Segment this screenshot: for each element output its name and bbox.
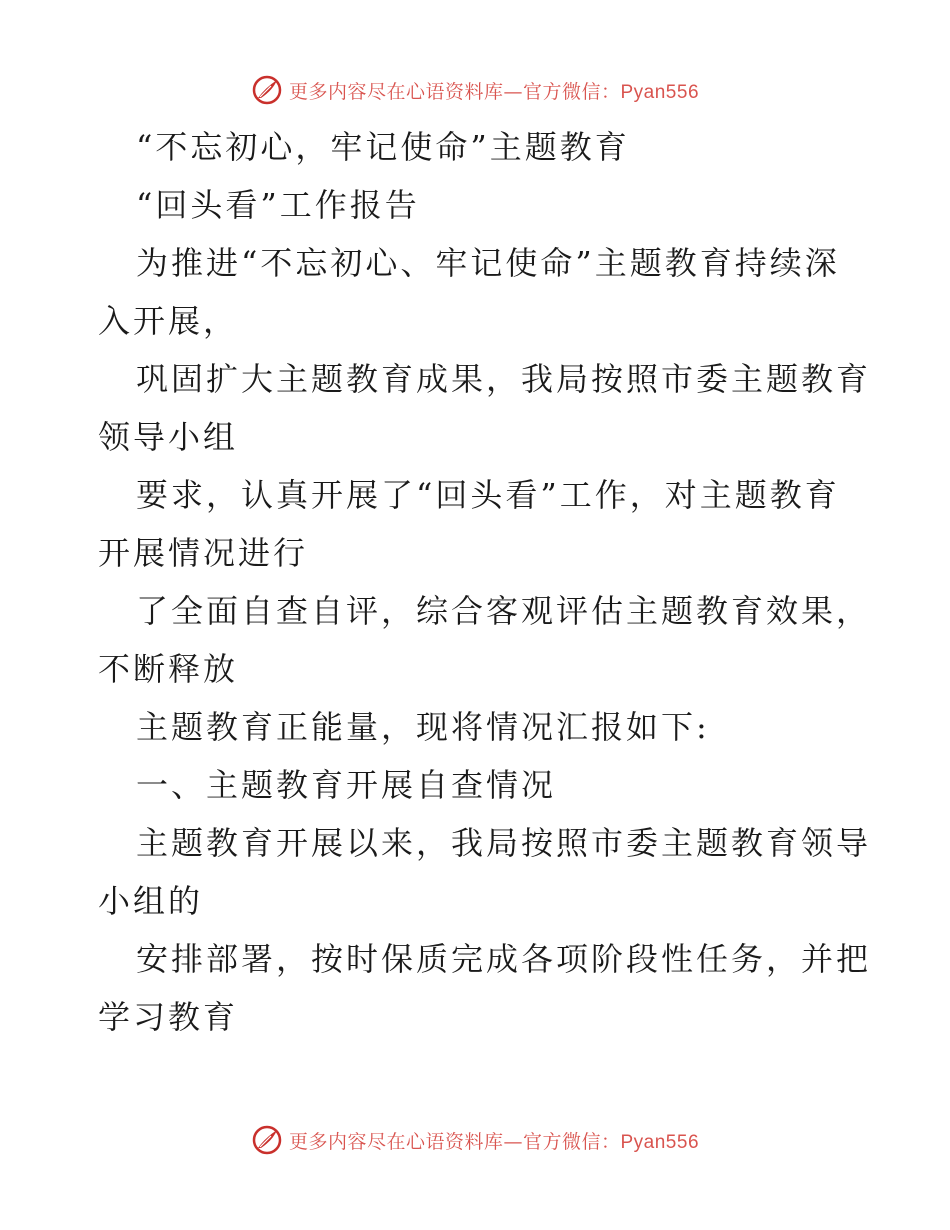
watermark-text: 更多内容尽在心语资料库—官方微信：Pyan556 <box>288 1130 700 1153</box>
paragraph-line: 开展情况进行 <box>98 534 309 572</box>
paragraph-line: 小组的 <box>98 882 204 920</box>
header-watermark <box>0 70 950 110</box>
paragraph-line: 安排部署，按时保质完成各项阶段性任务，并把 <box>136 940 872 978</box>
title-line-1: “不忘初心，牢记使命”主题教育 <box>136 128 630 166</box>
paragraph-line: 学习教育 <box>98 998 239 1036</box>
paragraph-line: 主题教育开展以来，我局按照市委主题教育领导 <box>136 824 872 862</box>
paragraph-line: 不断释放 <box>98 650 239 688</box>
document-body <box>98 118 872 1046</box>
paragraph-line: 入开展， <box>98 302 239 340</box>
section-heading: 一、主题教育开展自查情况 <box>136 766 557 804</box>
watermark-wechat-id: Pyan556 <box>620 1131 700 1153</box>
paragraph-line: 巩固扩大主题教育成果，我局按照市委主题教育 <box>136 360 872 398</box>
paragraph-line: 了全面自查自评，综合客观评估主题教育效果， <box>136 592 872 630</box>
watermark-text: 更多内容尽在心语资料库—官方微信：Pyan556 <box>288 80 700 103</box>
quill-pen-logo-icon <box>251 1124 283 1156</box>
watermark-wechat-id: Pyan556 <box>620 81 700 103</box>
paragraph-line: 领导小组 <box>98 418 239 456</box>
title-line-2: “回头看”工作报告 <box>136 186 420 224</box>
paragraph-line: 要求，认真开展了“回头看”工作，对主题教育 <box>136 476 840 514</box>
quill-pen-logo-icon <box>251 74 283 106</box>
paragraph-line: 主题教育正能量，现将情况汇报如下: <box>136 708 710 746</box>
paragraph-line: 为推进“不忘初心、牢记使命”主题教育持续深 <box>136 244 840 282</box>
footer-watermark <box>0 1120 950 1160</box>
